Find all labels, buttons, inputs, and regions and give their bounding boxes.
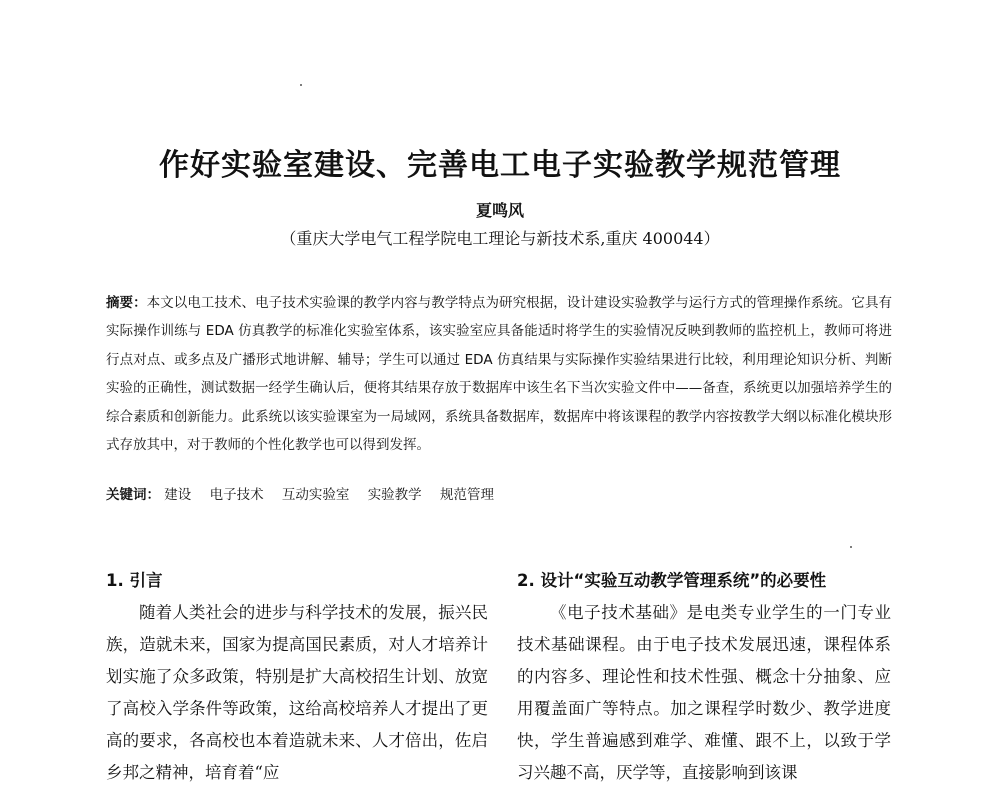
keyword: 建设 (164, 487, 192, 503)
author-name: 夏鸣风 (475, 201, 524, 220)
left-column (106, 565, 488, 789)
keyword: 实验教学 (367, 487, 422, 503)
abstract-text: 本文以电工技术、电子技术实验课的教学内容与教学特点为研究根据，设计建设实验教学与运行方式的管理操作系统。它具有实际操作训练与 EDA 仿真教学的标准化实验室体系，该实验室应具备能适时将学生的实验情况反映到教师的监控机上，教师可将进行点对点、或多点及广播形式地讲解、辅导；学生可以通过 EDA 仿真结果与实际操作实验结果进行比较，利用理论知识分析、判断实验的正确性，测试数据一经学生确认后，便将其结果存放于数据库中该生名下当次实验文件中——备查，系统更以加强培养学生的综合素质和创新能力。此系统以该实验课室为一局域网，系统具备数据库，数据库中将该课程的教学内容按教学大纲以标准化模块形式存放其中，对于教师的个性化教学也可以得到发挥。 (106, 295, 893, 454)
abstract (106, 289, 892, 459)
keywords (106, 483, 508, 503)
scan-speck-top (300, 84, 302, 86)
section-2-paragraph: 《电子技术基础》是电类专业学生的一门专业技术基础课程。由于电子技术发展迅速，课程体系的内容多、理论性和技术性强、概念十分抽象、应用覆盖面广等特点。加之课程学时数少、教学进度快，学生普遍感到难学、难懂、跟不上，以致于学习兴趣不高，厌学等，直接影响到该课 (517, 603, 891, 782)
section-1-heading: 1. 引言 (106, 571, 163, 590)
right-column (517, 565, 891, 789)
keyword: 互动实验室 (281, 487, 350, 503)
keyword: 电子技术 (209, 487, 264, 503)
section-1-paragraph: 随着人类社会的进步与科学技术的发展，振兴民族，造就未来，国家为提高国民素质，对人才培养计划实施了众多政策，特别是扩大高校招生计划、放宽了高校入学条件等政策，这给高校培养人才提出了更高的要求，各高校也本着造就未来、人才倍出，佐启乡邦之精神，培育着“应 (106, 603, 488, 782)
keywords-label: 关键词： (106, 487, 160, 503)
scan-speck-right (850, 546, 852, 548)
section-2-heading: 2. 设计“实验互动教学管理系统”的必要性 (517, 571, 827, 590)
author-affiliation: （重庆大学电气工程学院电工理论与新技术系,重庆 400044） (280, 229, 720, 248)
keyword: 规范管理 (439, 487, 494, 503)
paper-title: 作好实验室建设、完善电工电子实验教学规范管理 (159, 148, 841, 183)
abstract-label: 摘要： (106, 295, 147, 311)
